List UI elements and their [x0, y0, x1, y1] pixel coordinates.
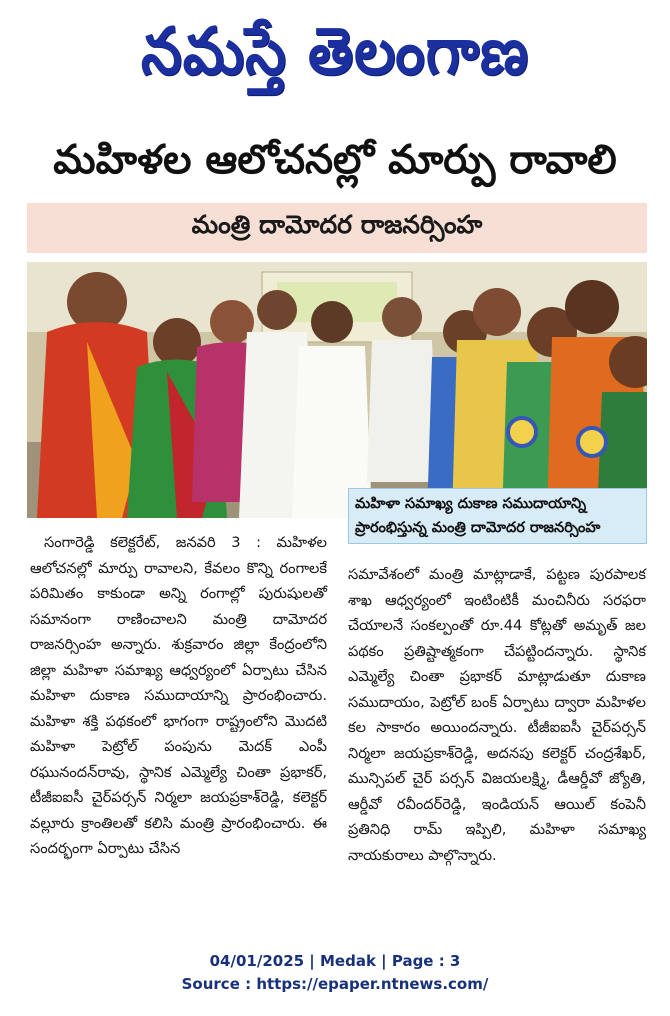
- subheadline-band: [27, 203, 647, 253]
- article-headline: మహిళల ఆలోచనల్లో మార్పు రావాలి: [53, 137, 617, 183]
- page-footer: [0, 950, 670, 996]
- caption-line: మహిళా సమాఖ్య దుకాణ సముదాయాన్ని: [355, 496, 587, 512]
- article-photo: [27, 262, 647, 518]
- caption-line: ప్రారంభిస్తున్న మంత్రి దామోదర రాజనర్సింహ: [355, 520, 601, 536]
- source-link[interactable]: Source : https://epaper.ntnews.com/: [181, 975, 489, 993]
- masthead-title: నమస్తే తెలంగాణ: [141, 12, 529, 89]
- photo-illustration: [27, 262, 647, 518]
- newspaper-masthead: [0, 0, 670, 118]
- article-body-text: సమావేశంలో మంత్రి మాట్లాడాకే, పట్టణ పురపాలక శాఖ ఆధ్వర్యంలో ఇంటింటికీ మంచినీరు సరఫరా చేయాలనే సంకల్పంతో రూ.44 కోట్లతో అమృత్ జల పథకం ప్రతిష్టాత్మకంగా చేపట్టిందన్నారు. స్థానిక ఎమ్మెల్యే చింతా ప్రభాకర్ మాట్లాడుతూ దుకాణ సముదాయం, పెట్రోల్ బంక్ ఏర్పాటు ద్వారా మహిళల కల సాకారం అయిందన్నారు. టీజీఐఐసీ చైర్‌పర్సన్ నిర్మలా జయప్రకాశ్‌రెడ్డి, అదనపు కలెక్టర్ చంద్రశేఖర్, మున్సిపల్ చైర్ పర్సన్ విజయలక్ష్మి, డీఆర్డీవో జ్యోతి, ఆర్డీవో రవీందర్‌రెడ్డి, ఇండియన్ ఆయిల్ కంపెనీ ప్రతినిధి రామ్ ఇప్పిలి, మహిళా సమాఖ్య నాయకురాలు పాల్గొన్నారు.: [348, 566, 646, 864]
- article-body-text: సంగారెడ్డి కలెక్టరేట్, జనవరి 3 : మహిళల ఆలోచనల్లో మార్పు రావాలని, కేవలం కొన్ని రంగాలకే పరిమితం కాకుండా అన్ని రంగాల్లో పురుషులతో సమానంగా రాణించాలని మంత్రి దామోదర రాజనర్సింహ అన్నారు. శుక్రవారం జిల్లా కేంద్రంలోని జిల్లా మహిళా సమాఖ్య ఆధ్వర్యంలో ఏర్పాటు చేసిన మహిళా దుకాణ సముదాయాన్ని ప్రారంభించారు. మహిళా శక్తి పథకంలో భాగంగా రాష్ట్రంలోని మొదటి మహిళా పెట్రోల్ పంపును మెదక్ ఎంపీ రఘునందన్‌రావు, స్థానిక ఎమ్మెల్యే చింతా ప్రభాకర్, టీజీఐఐసీ చైర్‌పర్సన్ నిర్మలా జయప్రకాశ్‌రెడ్డి, కలెక్టర్ వల్లూరు క్రాంతిలతో కలిసి మంత్రి ప్రారంభించారు. ఈ సందర్భంగా ఏర్పాటు చేసిన: [30, 534, 327, 857]
- article-body-right-column: [348, 562, 646, 868]
- article-subheadline: మంత్రి దామోదర రాజనర్సింహ: [191, 210, 483, 239]
- edition-info: 04/01/2025 | Medak | Page : 3: [209, 952, 461, 970]
- article-body-left-column: [30, 530, 327, 862]
- photo-caption: [348, 488, 647, 544]
